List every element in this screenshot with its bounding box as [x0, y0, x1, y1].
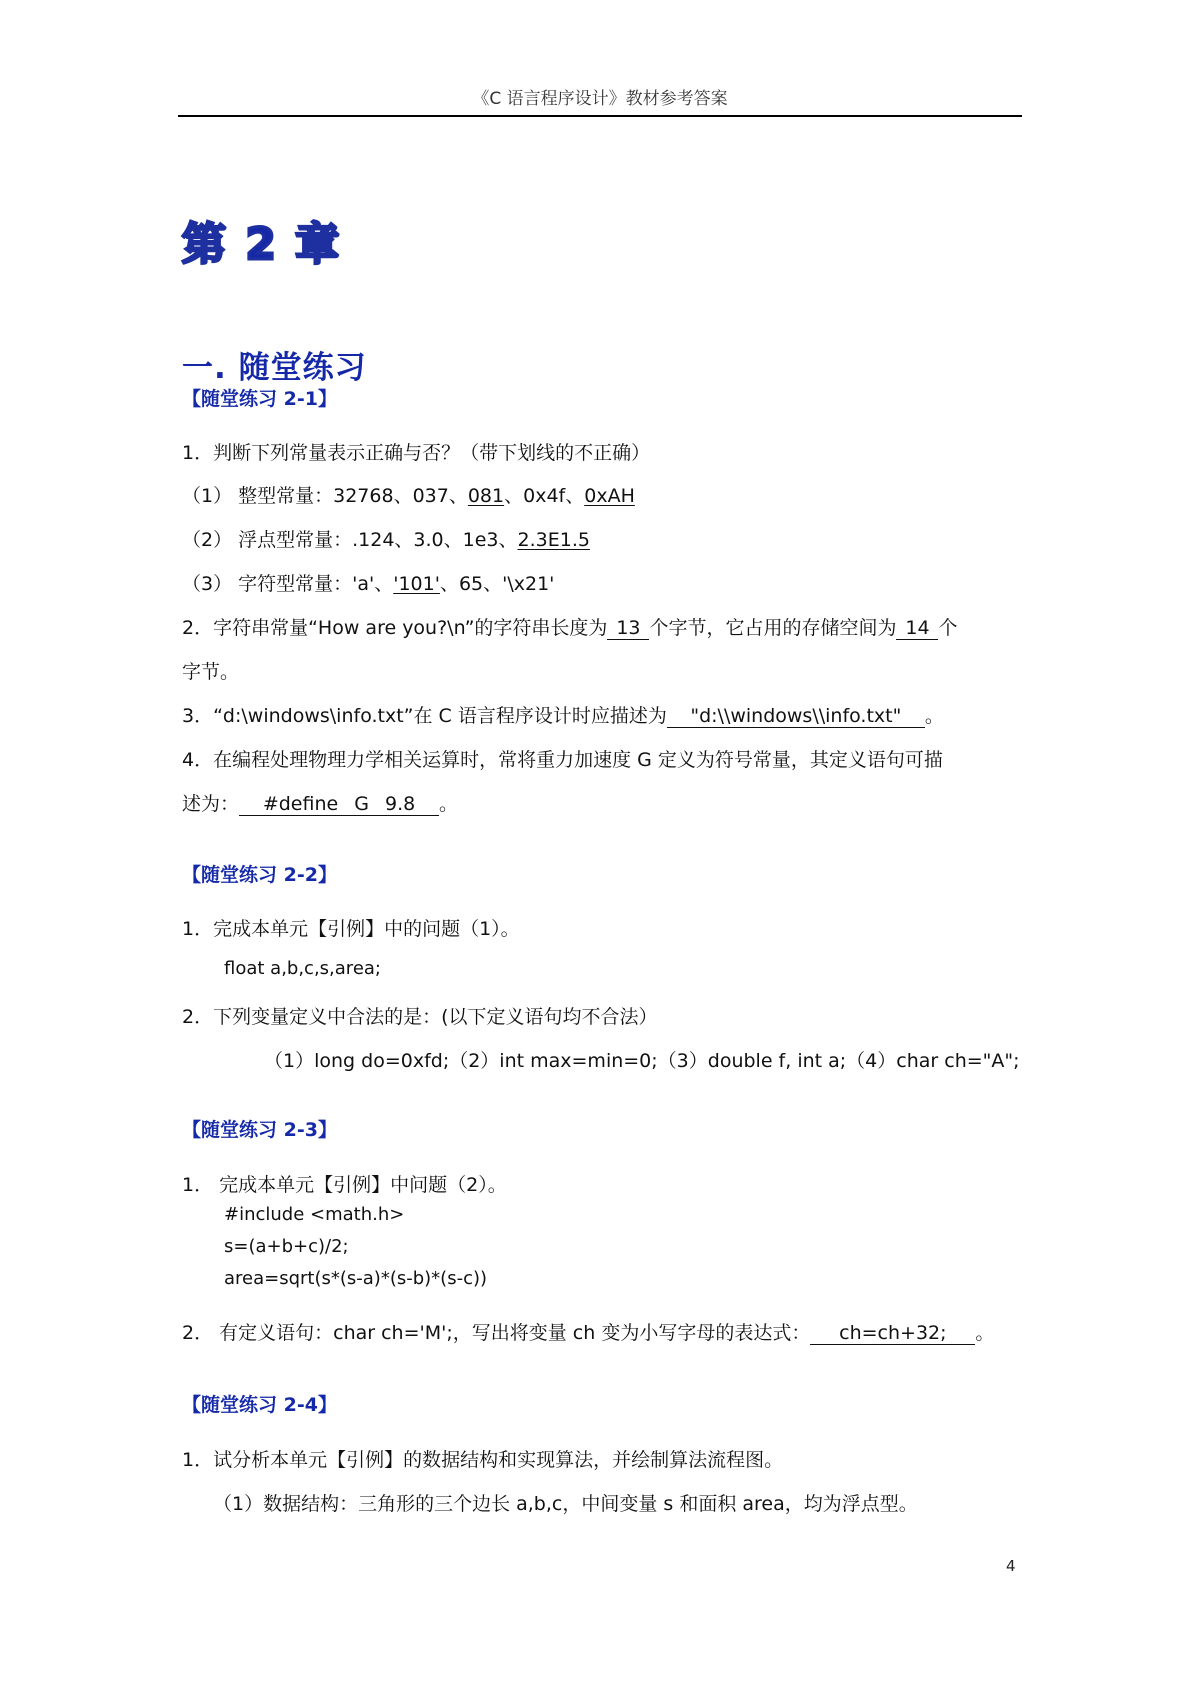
question-2-1-1: 1．判断下列常量表示正确与否？（带下划线的不正确）: [182, 442, 651, 464]
question-2-2-1: 1．完成本单元【引例】中的问题（1）。: [182, 918, 520, 940]
question-2-1-2-cont: 字节。: [182, 661, 240, 683]
code-line: float a,b,c,s,area;: [224, 958, 381, 979]
code-line: #include <math.h>: [224, 1204, 405, 1225]
section-title: 一. 随堂练习: [182, 350, 367, 386]
text-segment: 述为：: [182, 793, 240, 815]
text-segment: 、65、'\x21': [439, 573, 555, 595]
question-2-1-1-chars: [182, 569, 554, 596]
code-line: area=sqrt(s*(s-a)*(s-b)*(s-c)): [224, 1268, 488, 1289]
text-segment: 。: [975, 1322, 995, 1344]
question-2-1-1-integers: [182, 481, 635, 508]
question-2-3-1: 1． 完成本单元【引例】中问题（2）。: [182, 1174, 507, 1196]
text-segment: 个字节，它占用的存储空间为: [649, 617, 897, 639]
text-segment: 2．字符串常量“How are you?\n”的字符串长度为: [182, 617, 608, 639]
question-2-1-4-cont: [182, 789, 458, 816]
question-2-1-1-floats: [182, 525, 590, 552]
answer-blank: #define G 9.8: [239, 794, 439, 816]
code-line: s=(a+b+c)/2;: [224, 1236, 349, 1257]
question-2-2-2-options: （1）long do=0xfd;（2）int max=min=0;（3）double f, int a;（4）char ch="A";: [264, 1050, 1020, 1072]
answer-blank: "d:\\windows\\info.txt": [667, 706, 925, 728]
question-2-2-2: 2．下列变量定义中合法的是：(以下定义语句均不合法）: [182, 1006, 658, 1028]
question-2-1-3: [182, 701, 944, 728]
text-segment: 、0x4f、: [504, 485, 585, 507]
question-2-1-4: 4．在编程处理物理力学相关运算时，常将重力加速度 G 定义为符号常量，其定义语句可描: [182, 749, 943, 771]
answer-blank: ch=ch+32;: [810, 1323, 975, 1345]
incorrect-constant: 2.3E1.5: [517, 529, 590, 551]
page-number: 4: [1006, 1557, 1016, 1575]
practice-2-4-heading: 【随堂练习 2-4】: [182, 1394, 337, 1416]
practice-2-3-heading: 【随堂练习 2-3】: [182, 1119, 337, 1141]
incorrect-constant: 081: [467, 485, 505, 507]
question-2-4-1: 1．试分析本单元【引例】的数据结构和实现算法，并绘制算法流程图。: [182, 1449, 784, 1471]
question-2-4-1-1: （1）数据结构：三角形的三个边长 a,b,c，中间变量 s 和面积 area，均为浮点型。: [213, 1493, 918, 1515]
text-segment: （2） 浮点型常量：.124、3.0、1e3、: [182, 529, 518, 551]
text-segment: （1） 整型常量：32768、037、: [182, 485, 468, 507]
text-segment: 2． 有定义语句：char ch='M';，写出将变量 ch 变为小写字母的表达式：: [182, 1322, 811, 1344]
page-header: 《C 语言程序设计》教材参考答案: [178, 84, 1022, 117]
text-segment: 。: [439, 793, 459, 815]
text-segment: 。: [924, 705, 944, 727]
text-segment: （3） 字符型常量：'a'、: [182, 573, 394, 595]
text-segment: 个: [938, 617, 958, 639]
question-2-3-2: [182, 1318, 994, 1345]
incorrect-constant: '101': [393, 573, 440, 595]
text-segment: 3．“d:\windows\info.txt”在 C 语言程序设计时应描述为: [182, 705, 667, 727]
practice-2-1-heading: 【随堂练习 2-1】: [182, 388, 337, 410]
chapter-title: 第 2 章: [182, 219, 342, 270]
incorrect-constant: 0xAH: [584, 485, 635, 507]
answer-blank: 13: [607, 618, 649, 640]
answer-blank: 14: [896, 618, 938, 640]
question-2-1-2: [182, 613, 957, 640]
practice-2-2-heading: 【随堂练习 2-2】: [182, 864, 337, 886]
